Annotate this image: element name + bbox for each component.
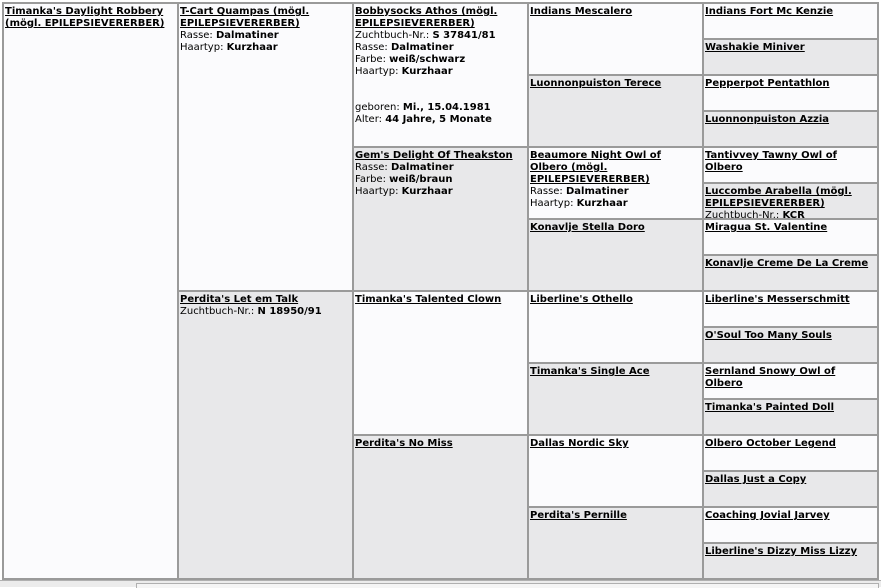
gen3-hair: Haartyp: Kurzhaar bbox=[530, 198, 628, 209]
gen4-cell bbox=[703, 363, 878, 399]
gen4-name-link[interactable]: Dallas Just a Copy bbox=[705, 474, 807, 485]
gen3-cell bbox=[528, 147, 703, 219]
grandsire-maternal-name-link[interactable]: Timanka's Talented Clown bbox=[355, 294, 502, 305]
gen4-cell bbox=[703, 507, 878, 543]
gen4-cell bbox=[703, 3, 878, 39]
gen4-cell bbox=[703, 219, 878, 255]
gen4-cell bbox=[703, 399, 878, 435]
dam-cell bbox=[178, 291, 353, 579]
gen3-name-link[interactable]: Perdita's Pernille bbox=[530, 510, 627, 521]
gen3-breed: Rasse: Dalmatiner bbox=[530, 186, 629, 197]
subject-name-link[interactable]: Timanka's Daylight Robbery (mögl. EPILEPSIEVERERBER) bbox=[5, 6, 165, 29]
gen3-name-link[interactable]: Timanka's Single Ace bbox=[530, 366, 650, 377]
spacer bbox=[355, 78, 526, 102]
gen3-name-link[interactable]: Liberline's Othello bbox=[530, 294, 633, 305]
gen3-cell bbox=[528, 435, 703, 507]
sire-name-link[interactable]: T-Cart Quampas (mögl. EPILEPSIEVERERBER) bbox=[180, 6, 310, 29]
gen4-name-link[interactable]: Luonnonpuiston Azzia bbox=[705, 114, 830, 125]
gen3-name-link[interactable]: Beaumore Night Owl of Olbero (mögl. EPILEPSIEVERERBER) bbox=[530, 150, 661, 185]
granddam-paternal-name-link[interactable]: Gem's Delight Of Theakston bbox=[355, 150, 513, 161]
gen4-cell bbox=[703, 183, 878, 219]
gen4-cell bbox=[703, 435, 878, 471]
granddam-paternal-breed: Rasse: Dalmatiner bbox=[355, 162, 454, 173]
gen3-name-link[interactable]: Konavlje Stella Doro bbox=[530, 222, 645, 233]
pedigree-table bbox=[2, 2, 879, 580]
gen4-name-link[interactable]: Coaching Jovial Jarvey bbox=[705, 510, 830, 521]
gen4-cell bbox=[703, 111, 878, 147]
gen4-name-link[interactable]: Luccombe Arabella (mögl. EPILEPSIEVERERBER) bbox=[705, 186, 852, 209]
gen4-cell bbox=[703, 39, 878, 75]
granddam-paternal-hair: Haartyp: Kurzhaar bbox=[355, 186, 453, 197]
pedigree-subject-cell bbox=[3, 3, 178, 579]
gen4-cell bbox=[703, 291, 878, 327]
gen4-name-link[interactable]: Sernland Snowy Owl of Olbero bbox=[705, 366, 836, 389]
granddam-paternal-cell bbox=[353, 147, 528, 291]
gen4-cell bbox=[703, 75, 878, 111]
grandsire-paternal-color: Farbe: weiß/schwarz bbox=[355, 54, 466, 65]
gen3-name-link[interactable]: Indians Mescalero bbox=[530, 6, 633, 17]
grandsire-paternal-age: Alter: 44 Jahre, 5 Monate bbox=[355, 114, 492, 125]
dam-name-link[interactable]: Perdita's Let em Talk bbox=[180, 294, 299, 305]
gen4-name-link[interactable]: Olbero October Legend bbox=[705, 438, 836, 449]
gen3-cell bbox=[528, 363, 703, 435]
gen3-cell bbox=[528, 219, 703, 291]
gen4-cell bbox=[703, 543, 878, 579]
dam-stud-number: Zuchtbuch-Nr.: N 18950/91 bbox=[180, 306, 322, 317]
gen4-name-link[interactable]: Tantivvey Tawny Owl of Olbero bbox=[705, 150, 837, 173]
sire-hair: Haartyp: Kurzhaar bbox=[180, 42, 278, 53]
gen4-cell bbox=[703, 327, 878, 363]
sire-breed: Rasse: Dalmatiner bbox=[180, 30, 279, 41]
gen4-name-link[interactable]: Washakie Miniver bbox=[705, 42, 805, 53]
gen4-cell bbox=[703, 255, 878, 291]
gen4-name-link[interactable]: Indians Fort Mc Kenzie bbox=[705, 6, 834, 17]
grandsire-paternal-cell bbox=[353, 3, 528, 147]
grandsire-paternal-born: geboren: Mi., 15.04.1981 bbox=[355, 102, 491, 113]
grandsire-paternal-name-link[interactable]: Bobbysocks Athos (mögl. EPILEPSIEVERERBER) bbox=[355, 6, 498, 29]
bottom-panel bbox=[0, 580, 881, 587]
gen4-name-link[interactable]: Pepperpot Pentathlon bbox=[705, 78, 830, 89]
sire-cell bbox=[178, 3, 353, 291]
gen3-cell bbox=[528, 3, 703, 75]
grandsire-paternal-breed: Rasse: Dalmatiner bbox=[355, 42, 454, 53]
gen3-cell bbox=[528, 507, 703, 579]
granddam-maternal-name-link[interactable]: Perdita's No Miss bbox=[355, 438, 453, 449]
grandsire-paternal-hair: Haartyp: Kurzhaar bbox=[355, 66, 453, 77]
gen3-cell bbox=[528, 75, 703, 147]
grandsire-paternal-stud-number: Zuchtbuch-Nr.: S 37841/81 bbox=[355, 30, 496, 41]
gen3-cell bbox=[528, 291, 703, 363]
gen4-name-link[interactable]: Timanka's Painted Doll bbox=[705, 402, 835, 413]
gen4-cell bbox=[703, 147, 878, 183]
gen4-name-link[interactable]: O'Soul Too Many Souls bbox=[705, 330, 832, 341]
gen4-cell bbox=[703, 471, 878, 507]
gen4-name-link[interactable]: Liberline's Messerschmitt bbox=[705, 294, 850, 305]
gen4-name-link[interactable]: Konavlje Creme De La Creme bbox=[705, 258, 869, 269]
gen3-name-link[interactable]: Luonnonpuiston Terece bbox=[530, 78, 662, 89]
bottom-panel-frame bbox=[136, 583, 879, 588]
gen3-name-link[interactable]: Dallas Nordic Sky bbox=[530, 438, 629, 449]
granddam-maternal-cell bbox=[353, 435, 528, 579]
gen4-stud-number: Zuchtbuch-Nr.: KCR bbox=[705, 210, 805, 219]
gen4-name-link[interactable]: Miragua St. Valentine bbox=[705, 222, 828, 233]
gen4-name-link[interactable]: Liberline's Dizzy Miss Lizzy bbox=[705, 546, 858, 557]
grandsire-maternal-cell bbox=[353, 291, 528, 435]
granddam-paternal-color: Farbe: weiß/braun bbox=[355, 174, 453, 185]
